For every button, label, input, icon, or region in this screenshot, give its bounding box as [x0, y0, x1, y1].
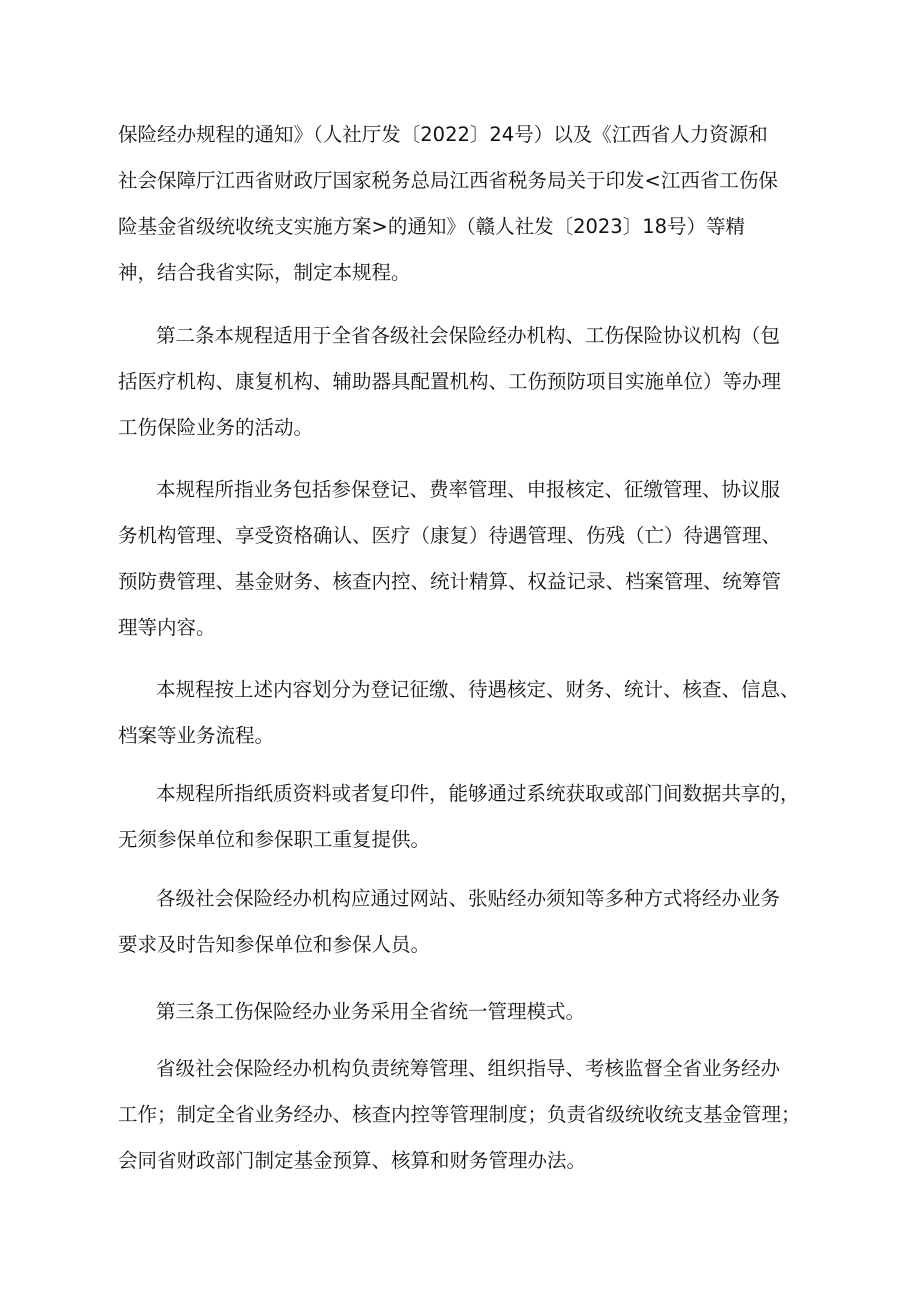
paragraph-line: 本规程所指业务包括参保登记、费率管理、申报核定、征缴管理、协议服: [156, 478, 781, 501]
paragraph-article-2: [118, 313, 818, 451]
paragraph-line: 无须参保单位和参保职工重复提供。: [118, 828, 431, 851]
paragraph-line: 会同省财政部门制定基金预算、核算和财务管理办法。: [118, 1149, 587, 1172]
paragraph-line: 工作；制定全省业务经办、核查内控等管理制度；负责省级统收统支基金管理；: [118, 1103, 801, 1126]
paragraph-line: 保险经办规程的通知》（人社厅发〔2022〕24号）以及《江西省人力资源和: [118, 123, 768, 146]
paragraph-documents: [118, 771, 818, 863]
paragraph-line: 理等内容。: [118, 616, 216, 639]
paragraph-line: 要求及时告知参保单位和参保人员。: [118, 933, 431, 956]
paragraph-line: 省级社会保险经办机构负责统筹管理、组织指导、考核监督全省业务经办: [156, 1057, 781, 1080]
paragraph-line: 各级社会保险经办机构应通过网站、张贴经办须知等多种方式将经办业务: [156, 887, 781, 910]
paragraph-0: [118, 112, 818, 296]
paragraph-business-scope: [118, 467, 818, 651]
paragraph-provincial-duties: [118, 1046, 818, 1184]
paragraph-line: 工伤保险业务的活动。: [118, 416, 314, 439]
paragraph-line: 档案等业务流程。: [118, 724, 275, 747]
paragraph-line: 第三条工伤保险经办业务采用全省统一管理模式。: [156, 1000, 586, 1023]
paragraph-process-division: [118, 667, 818, 759]
paragraph-line: 本规程按上述内容划分为登记征缴、待遇核定、财务、统计、核查、信息、: [156, 678, 800, 701]
paragraph-line: 务机构管理、享受资格确认、医疗（康复）待遇管理、伤残（亡）待遇管理、: [118, 524, 782, 547]
paragraph-article-3: [118, 989, 818, 1035]
paragraph-line: 险基金省级统收统支实施方案>的通知》（赣人社发〔2023〕18号）等精: [118, 215, 746, 238]
paragraph-line: 社会保障厅江西省财政厅国家税务总局江西省税务局关于印发<江西省工伤保: [118, 169, 778, 192]
paragraph-line: 神，结合我省实际，制定本规程。: [118, 261, 411, 284]
paragraph-notification: [118, 876, 818, 968]
paragraph-line: 预防费管理、基金财务、核查内控、统计精算、权益记录、档案管理、统筹管: [118, 570, 782, 593]
paragraph-line: 本规程所指纸质资料或者复印件，能够通过系统获取或部门间数据共享的，: [156, 782, 800, 805]
paragraph-line: 第二条本规程适用于全省各级社会保险经办机构、工伤保险协议机构（包: [156, 324, 781, 347]
paragraph-line: 括医疗机构、康复机构、辅助器具配置机构、工伤预防项目实施单位）等办理: [118, 370, 782, 393]
